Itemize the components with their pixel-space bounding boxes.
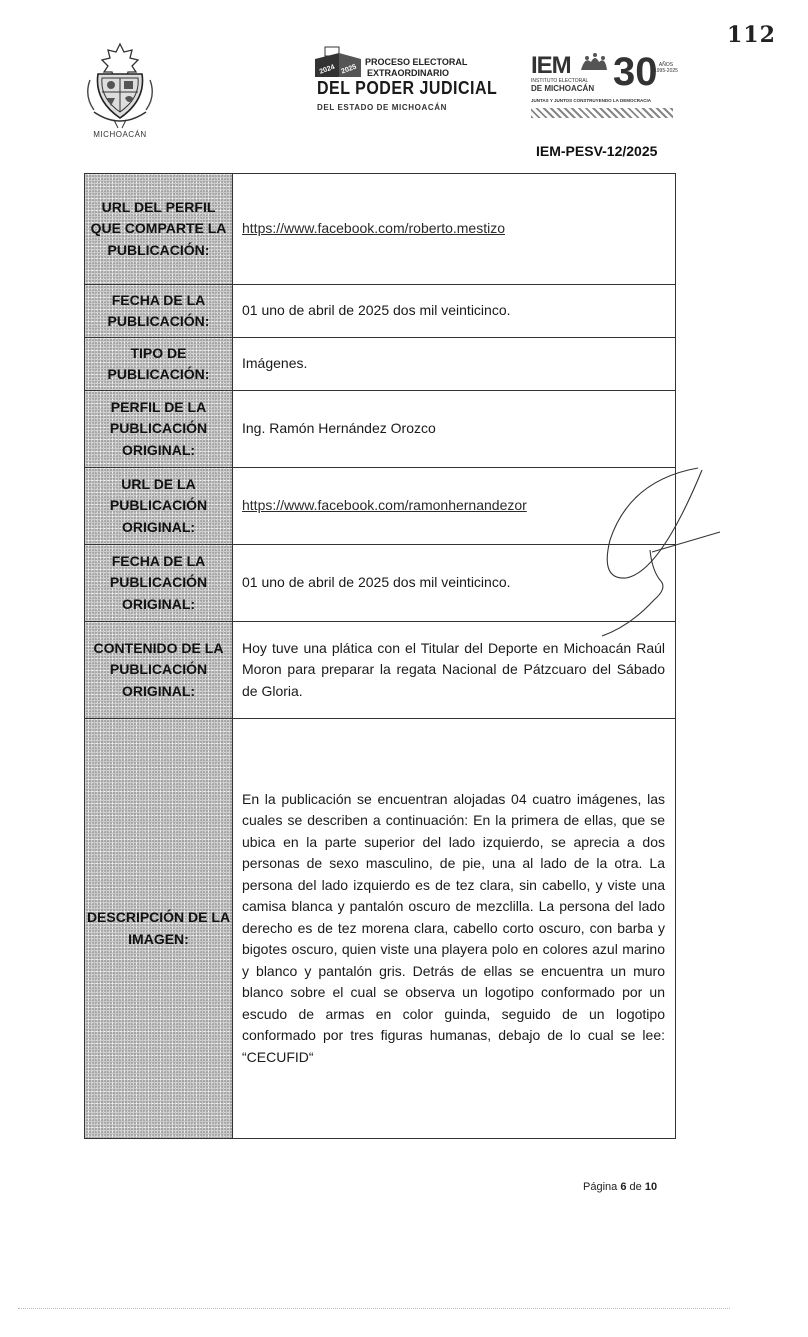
badge-year-2: 2025 (340, 63, 358, 76)
left-logo-caption: MICHOACÁN (93, 130, 147, 139)
row-label: URL DEL PERFIL QUE COMPARTE LA PUBLICACIÓN: (85, 174, 233, 285)
row-label: FECHA DE LA PUBLICACIÓN ORIGINAL: (85, 545, 233, 622)
row-label: TIPO DE PUBLICACIÓN: (85, 338, 233, 391)
page-number: 6 (620, 1181, 627, 1193)
table-row (85, 545, 676, 622)
table-row (85, 622, 676, 719)
image-description: En la publicación se encuentran alojadas 04 cuatro imágenes, las cuales se describen a continuación: En la primera de ellas, que se ubica en la parte superior del lado izquierdo, se aprecia a dos personas de sexo masculino, de pie, una al lado de la otra. La persona del lado izquierdo es de tez clara, sin cabello, y viste una camisa blanca y pantalón oscuro de mezclilla. La persona del lado derecho es de tez morena clara, cabello corto oscuro, con barba y bigotes oscuro, quien viste una playera polo en colores azul marino y blanco y pantalón gris. Detrás de ellas se encuentra un muro blanco sobre el cual se observa un logotipo conformado por un escudo de armas en color guinda, seguido de un logotipo conformado por tres figuras humanas, debajo de lo cual se lee: “CECUFID“ (233, 719, 676, 1139)
row-label: DESCRIPCIÓN DE LA IMAGEN: (85, 719, 233, 1139)
proceso-electoral-logo (313, 45, 498, 145)
handwritten-signature-icon (590, 460, 730, 650)
of-word: de (629, 1181, 642, 1193)
document-id: IEM-PESV-12/2025 (536, 143, 658, 159)
row-value: Hoy tuve una plática con el Titular del Deporte en Michoacán Raúl Moron para preparar la regata Nacional de Pátzcuaro del Sábado de Gloria. (233, 622, 676, 719)
center-logo-line1: PROCESO ELECTORAL (365, 57, 468, 67)
anniversary-number: 30 (613, 50, 658, 94)
anniversary-range: 1995-2025 (654, 68, 678, 74)
folio-number: 112 (727, 22, 776, 48)
page-total: 10 (644, 1181, 658, 1193)
iem-subtitle-2: DE MICHOACÁN (531, 84, 595, 93)
decorative-pattern (531, 108, 673, 118)
row-label: PERFIL DE LA PUBLICACIÓN ORIGINAL: (85, 391, 233, 468)
table-row (85, 338, 676, 391)
badge-year-1: 2024 (318, 63, 336, 76)
iem-acronym: IEM (531, 52, 571, 79)
table-row (85, 719, 676, 1139)
coat-of-arms-icon (80, 40, 160, 130)
center-logo-line2: EXTRAORDINARIO (367, 68, 450, 78)
table-row (85, 468, 676, 545)
row-value: Imágenes. (233, 338, 676, 391)
row-label: CONTENIDO DE LA PUBLICACIÓN ORIGINAL: (85, 622, 233, 719)
original-profile-url[interactable]: https://www.facebook.com/ramonhernandezor (233, 468, 676, 545)
table-row (85, 285, 676, 338)
row-label: URL DE LA PUBLICACIÓN ORIGINAL: (85, 468, 233, 545)
iem-logo (531, 52, 679, 132)
table-row (85, 174, 676, 285)
row-value: 01 uno de abril de 2025 dos mil veinticinco. (233, 545, 676, 622)
publication-details-table (84, 173, 676, 1139)
center-logo-line3: DEL PODER JUDICIAL (317, 79, 498, 99)
shared-profile-url[interactable]: https://www.facebook.com/roberto.mestizo (233, 174, 676, 285)
page-word: Página (583, 1181, 618, 1193)
row-value: 01 uno de abril de 2025 dos mil veinticinco. (233, 285, 676, 338)
table-row (85, 391, 676, 468)
anniversary-years-word: AÑOS (658, 62, 674, 68)
center-logo-line4: DEL ESTADO DE MICHOACÁN (317, 103, 447, 112)
iem-subtitle-1: INSTITUTO ELECTORAL (531, 78, 589, 84)
page-footer (583, 1181, 657, 1193)
anniversary-label (654, 62, 678, 74)
row-value: Ing. Ramón Hernández Orozco (233, 391, 676, 468)
michoacan-coat-of-arms-logo (80, 40, 160, 145)
document-header (0, 0, 808, 170)
row-label: FECHA DE LA PUBLICACIÓN: (85, 285, 233, 338)
hands-icon (579, 52, 609, 74)
iem-tagline: JUNTAS Y JUNTOS CONSTRUYENDO LA DEMOCRACIA (531, 98, 652, 103)
scan-artifact-line (18, 1308, 730, 1310)
ballot-box-icon (313, 45, 365, 81)
